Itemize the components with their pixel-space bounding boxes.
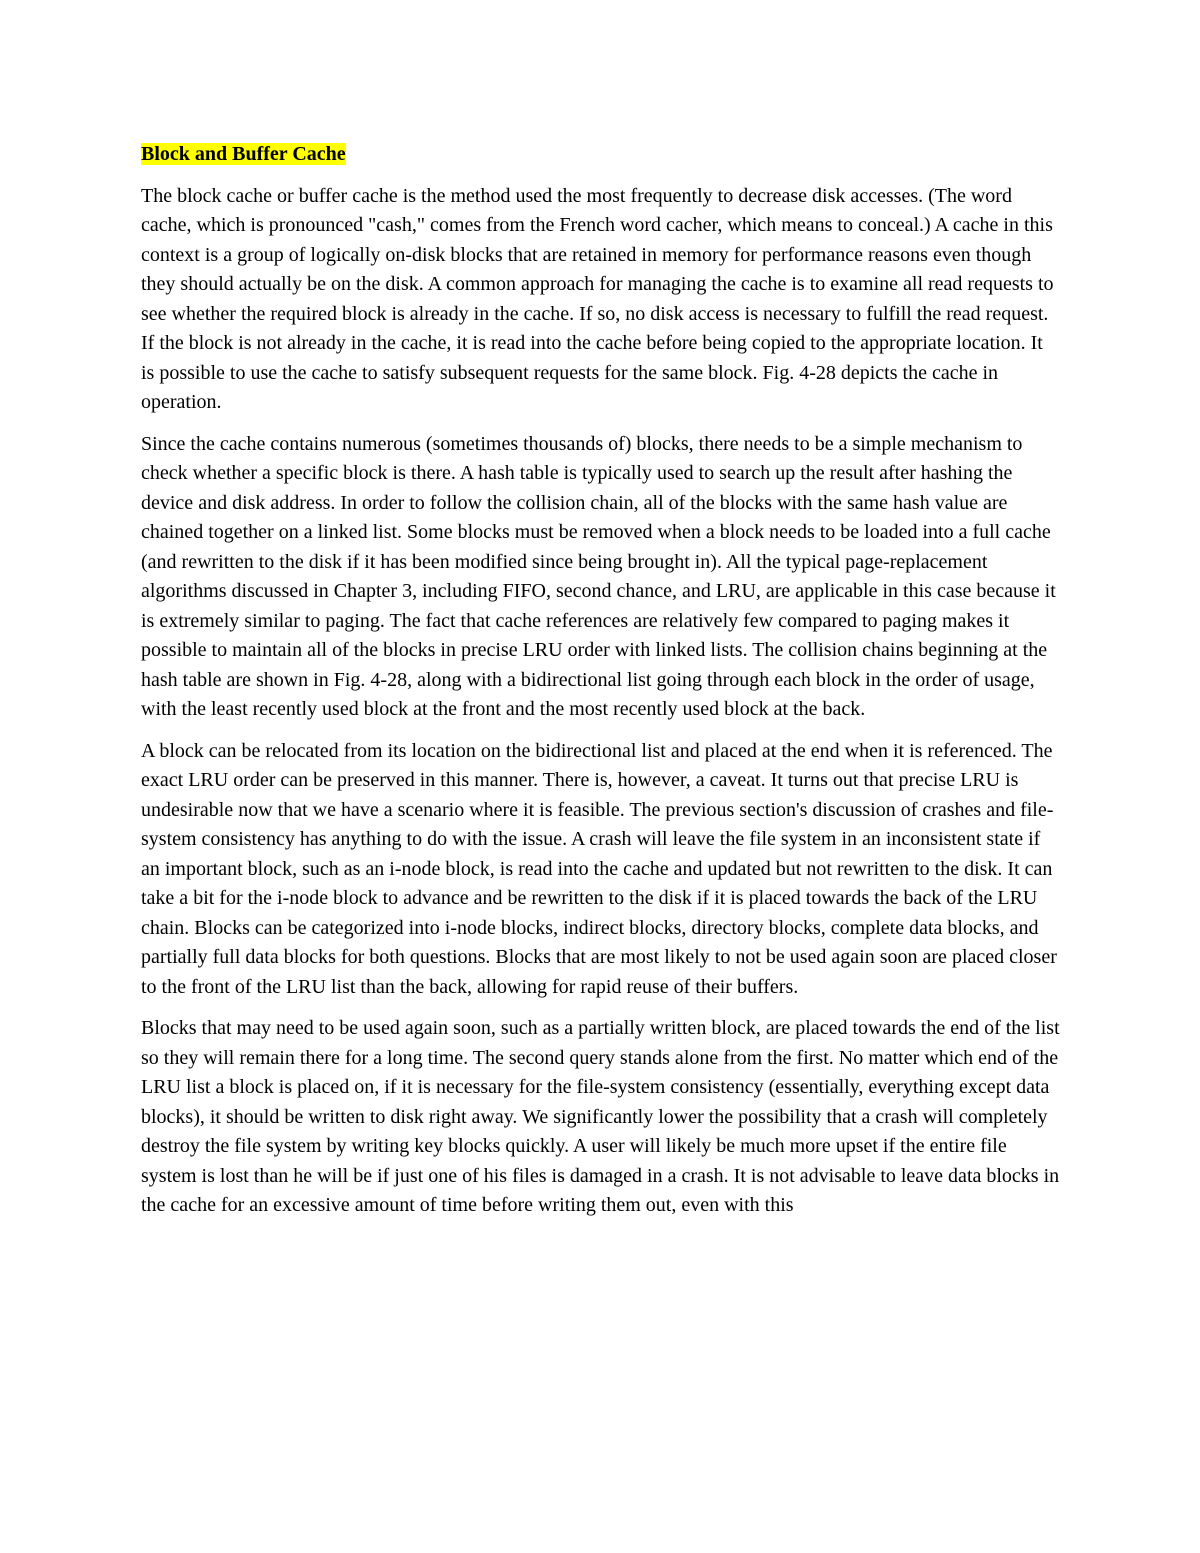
heading-highlight: Block and Buffer Cache: [141, 143, 346, 165]
paragraph-1: The block cache or buffer cache is the method used the most frequently to decrease disk accesses. (The word cache, which is pronounced "cash," comes from the French word cacher, which means to conceal.) A cache in this context is a group of logically on-disk blocks that are retained in memory for performance reasons even though they should actually be on the disk. A common approach for managing the cache is to examine all read requests to see whether the required block is already in the cache. If so, no disk access is necessary to fulfill the read request. If the block is not already in the cache, it is read into the cache before being copied to the appropriate location. It is possible to use the cache to satisfy subsequent requests for the same block. Fig. 4-28 depicts the cache in operation.: [141, 184, 1054, 413]
document-page: [141, 140, 1061, 1233]
document-heading: [141, 140, 1061, 170]
paragraph-3: A block can be relocated from its location on the bidirectional list and placed at the end when it is referenced. The exact LRU order can be preserved in this manner. There is, however, a caveat. It turns out that precise LRU is undesirable now that we have a scenario where it is feasible. The previous section's discussion of crashes and file-system consistency has anything to do with the issue. A crash will leave the file system in an inconsistent state if an important block, such as an i-node block, is read into the cache and updated but not rewritten to the disk. It can take a bit for the i-node block to advance and be rewritten to the disk if it is placed towards the back of the LRU chain. Blocks can be categorized into i-node blocks, indirect blocks, directory blocks, complete data blocks, and partially full data blocks for both questions. Blocks that are most likely to not be used again soon are placed closer to the front of the LRU list than the back, allowing for rapid reuse of their buffers.: [141, 739, 1057, 998]
paragraph-4: Blocks that may need to be used again soon, such as a partially written block, are placed towards the end of the list so they will remain there for a long time. The second query stands alone from the first. No matter which end of the LRU list a block is placed on, if it is necessary for the file-system consistency (essentially, everything except data blocks), it should be written to disk right away. We significantly lower the possibility that a crash will completely destroy the file system by writing key blocks quickly. A user will likely be much more upset if the entire file system is lost than he will be if just one of his files is damaged in a crash. It is not advisable to leave data blocks in the cache for an excessive amount of time before writing them out, even with this: [141, 1017, 1060, 1216]
paragraph-2: Since the cache contains numerous (sometimes thousands of) blocks, there needs to be a simple mechanism to check whether a specific block is there. A hash table is typically used to search up the result after hashing the device and disk address. In order to follow the collision chain, all of the blocks with the same hash value are chained together on a linked list. Some blocks must be removed when a block needs to be loaded into a full cache (and rewritten to the disk if it has been modified since being brought in). All the typical page-replacement algorithms discussed in Chapter 3, including FIFO, second chance, and LRU, are applicable in this case because it is extremely similar to paging. The fact that cache references are relatively few compared to paging makes it possible to maintain all of the blocks in precise LRU order with linked lists. The collision chains beginning at the hash table are shown in Fig. 4-28, along with a bidirectional list going through each block in the order of usage, with the least recently used block at the front and the most recently used block at the back.: [141, 432, 1056, 720]
